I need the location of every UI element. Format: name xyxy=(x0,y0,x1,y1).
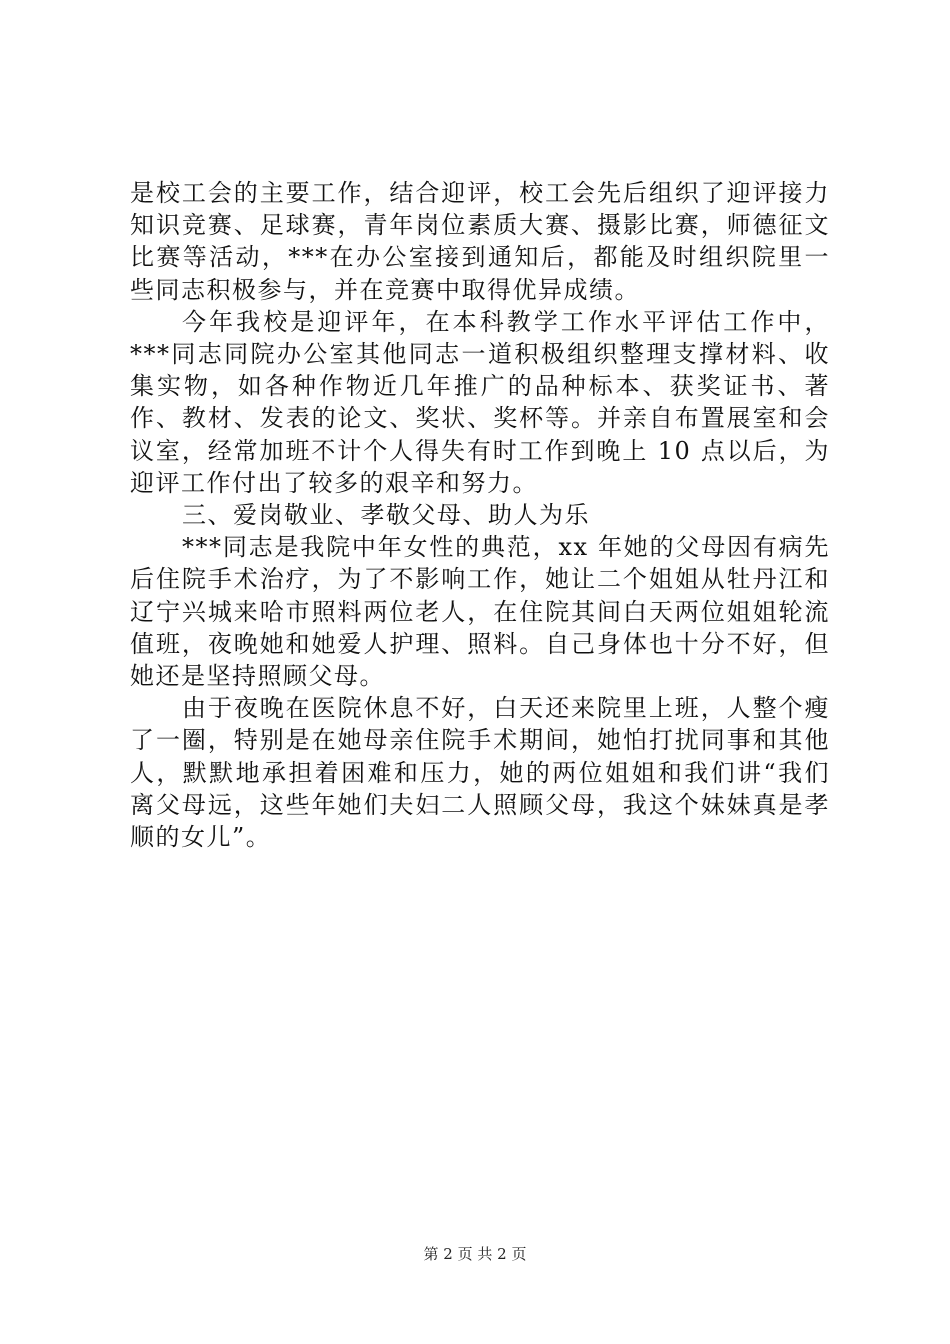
document-body xyxy=(130,177,830,853)
paragraph-1: 是校工会的主要工作，结合迎评，校工会先后组织了迎评接力知识竞赛、足球赛，青年岗位素质大赛、摄影比赛，师德征文比赛等活动，***在办公室接到通知后，都能及时组织院里一些同志积极参与，并在竞赛中取得优异成绩。 xyxy=(130,179,830,304)
page-footer: 第 2 页 共 2 页 xyxy=(423,1245,527,1263)
paragraph-4: ***同志是我院中年女性的典范，xx 年她的父母因有病先后住院手术治疗，为了不影响工作，她让二个姐姐从牡丹江和辽宁兴城来哈市照料两位老人，在住院其间白天两位姐姐轮流值班，夜晚她和她爱人护理、照料。自己身体也十分不好，但她还是坚持照顾父母。 xyxy=(130,533,830,691)
section-heading: 三、爱岗敬业、孝敬父母、助人为乐 xyxy=(182,501,590,530)
paragraph-5: 由于夜晚在医院休息不好，白天还来院里上班，人整个瘦了一圈，特别是在她母亲住院手术期间，她怕打扰同事和其他人，默默地承担着困难和压力，她的两位姐姐和我们讲“我们离父母远，这些年她们夫妇二人照顾父母，我这个妹妹真是孝顺的女儿”。 xyxy=(130,694,830,852)
paragraph-2: 今年我校是迎评年，在本科教学工作水平评估工作中，***同志同院办公室其他同志一道积极组织整理支撑材料、收集实物，如各种作物近几年推广的品种标本、获奖证书、著作、教材、发表的论文、奖状、奖杯等。并亲自布置展室和会议室，经常加班不计个人得失有时工作到晚上 10 点以后，为迎评工作付出了较多的艰辛和努力。 xyxy=(130,307,830,497)
